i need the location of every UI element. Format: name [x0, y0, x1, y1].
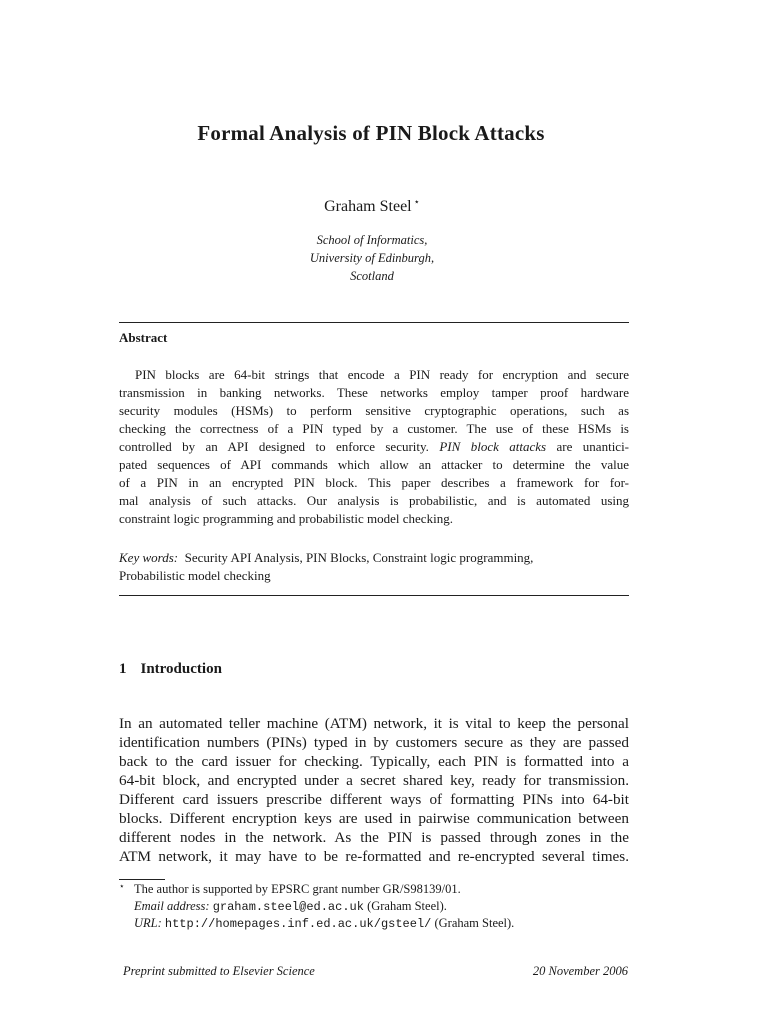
body-line: In an automated teller machine (ATM) network, it is vital to keep the personal	[119, 715, 629, 732]
body-line: identification numbers (PINs) typed in by customers secure as they are passed	[119, 734, 629, 751]
abstract-top-rule	[119, 322, 629, 323]
keywords-continued: Probabilistic model checking	[119, 568, 271, 583]
abstract-line: constraint logic programming and probabilistic model checking.	[119, 511, 453, 526]
author-line	[0, 197, 744, 216]
keywords	[119, 549, 629, 567]
email-label: Email address:	[134, 899, 210, 913]
footnote-rule	[119, 879, 165, 880]
abstract-heading: Abstract	[119, 330, 168, 345]
keywords-label: Key words:	[119, 550, 179, 565]
abstract-line: security modules (HSMs) to perform sensitive cryptographic operations, such as	[119, 403, 629, 418]
affiliation-line: Scotland	[350, 269, 394, 283]
affiliation-line: University of Edinburgh,	[309, 251, 435, 265]
abstract-line: PIN blocks are 64-bit strings that encode a PIN ready for encryption and secure	[135, 367, 629, 382]
author-footnote-mark: ⋆	[413, 197, 420, 208]
body-line: back to the card issuer for checking. Typically, each PIN is formatted into a	[119, 753, 629, 770]
url-link[interactable]: http://homepages.inf.ed.ac.uk/gsteel/	[164, 917, 432, 931]
footnote-mark: ⋆	[119, 881, 125, 891]
email-suffix: (Graham Steel).	[367, 899, 447, 913]
author-name: Graham Steel	[324, 198, 412, 215]
affiliation-line: School of Informatics,	[316, 233, 428, 247]
section-title: Introduction	[140, 661, 222, 677]
url-suffix: (Graham Steel).	[434, 916, 515, 930]
footer-left: Preprint submitted to Elsevier Science	[123, 964, 315, 978]
url-label: URL:	[134, 916, 162, 930]
body-line: 64-bit block, and encrypted under a secret shared key, ready for transmission.	[119, 772, 629, 789]
body-line: ATM network, it may have to be re-formatted and re-encrypted several times.	[119, 848, 629, 865]
abstract-text: are unantici-	[556, 439, 630, 454]
abstract-line: of a PIN in an encrypted PIN block. This paper describes a framework for for-	[119, 475, 629, 490]
section-heading	[119, 661, 222, 678]
abstract-bottom-rule	[119, 595, 629, 596]
footnote-text: The author is supported by EPSRC grant number GR/S98139/01.	[134, 882, 461, 896]
paper-title: Formal Analysis of PIN Block Attacks	[197, 121, 545, 145]
abstract-emphasis: PIN block attacks	[439, 439, 547, 454]
footnote-line	[119, 881, 639, 898]
abstract-line: checking the correctness of a PIN typed by a customer. The use of these HSMs is	[119, 421, 629, 436]
abstract-line	[119, 438, 629, 456]
abstract-text: controlled by an API designed to enforce security.	[119, 439, 429, 454]
email-link[interactable]: graham.steel@ed.ac.uk	[212, 900, 364, 914]
footnote-line	[119, 915, 639, 933]
section-number: 1	[119, 661, 127, 677]
body-line: Different card issuers prescribe different ways of formatting PINs into 64-bit	[119, 791, 629, 808]
footer-right: 20 November 2006	[532, 964, 628, 978]
body-line: different nodes in the network. As the PIN is passed through zones in the	[119, 829, 629, 846]
abstract-line: mal analysis of such attacks. Our analysis is probabilistic, and is automated using	[119, 493, 629, 508]
body-line: blocks. Different encryption keys are used in pairwise communication between	[119, 810, 629, 827]
keywords-text: Security API Analysis, PIN Blocks, Constraint logic programming,	[184, 550, 534, 565]
footnote-line	[119, 898, 639, 916]
abstract-line: transmission in banking networks. These networks employ tamper proof hardware	[119, 385, 629, 400]
abstract-line: pated sequences of API commands which allow an attacker to determine the value	[119, 457, 629, 472]
